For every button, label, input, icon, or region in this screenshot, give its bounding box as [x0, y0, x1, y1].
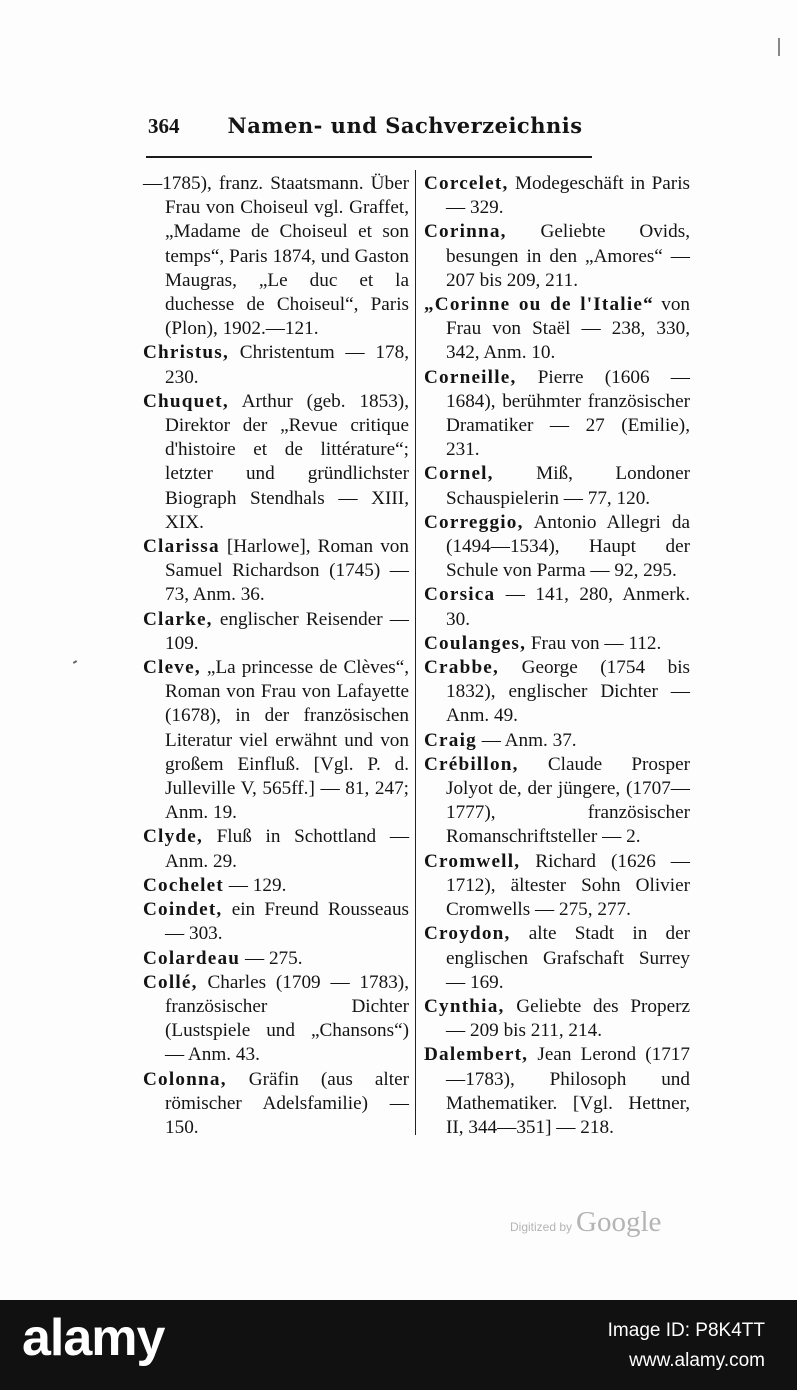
entry-headword: Cochelet: [143, 874, 224, 896]
index-entry: [143, 390, 409, 535]
entry-text: Richard (1626 — 1712), ältester Sohn Olivier Cromwells — 275, 277.: [446, 850, 690, 921]
entry-headword: Croydon,: [424, 923, 511, 945]
index-column-left: [143, 172, 409, 1140]
alamy-logo: alamy: [22, 1309, 165, 1367]
entry-headword: Cromwell,: [424, 850, 521, 872]
index-entry: [424, 632, 690, 656]
banner-url: www.alamy.com: [629, 1350, 765, 1371]
google-logo: Google: [576, 1206, 662, 1238]
index-entry: [424, 922, 690, 995]
entry-headword: Chuquet,: [143, 390, 229, 412]
entry-text: —1785), franz. Staatsmann. Über Frau von Choiseul vgl. Graffet, „Madame de Choiseul et son temps“, Paris 1874, und Gaston Maugras, „Le duc et la duchesse de Choiseul“, Paris (Plon), 1902.—121.: [143, 173, 409, 340]
entry-text: Geliebte Ovids, besungen in den „Amores“ — 207 bis 209, 211.: [446, 221, 690, 291]
index-entry: [424, 220, 690, 293]
index-entry: [143, 535, 409, 608]
entry-text: alte Stadt in der englischen Grafschaft Surrey — 169.: [446, 923, 691, 993]
index-entry: [143, 947, 409, 971]
stray-ink-mark: [73, 660, 77, 664]
digitized-by-label: Digitized by: [510, 1220, 573, 1234]
index-entry: [424, 293, 690, 366]
entry-text: George (1754 bis 1832), englischer Dichter — Anm. 49.: [446, 657, 690, 727]
entry-text: ein Freund Rousseaus — 303.: [165, 899, 409, 945]
entry-headword: Cornel,: [424, 463, 494, 485]
index-entry: [424, 366, 690, 463]
entry-text: englischer Reisender — 109.: [165, 608, 409, 654]
entry-headword: Clyde,: [143, 826, 203, 848]
entry-text: Miß, Londoner Schauspielerin — 77, 120.: [446, 463, 690, 509]
entry-headword: Coulanges,: [424, 632, 527, 654]
index-entry: [143, 874, 409, 898]
index-entry: [143, 341, 409, 389]
header-rule: [146, 156, 592, 158]
index-entry: [424, 995, 690, 1043]
entry-headword: Correggio,: [424, 511, 524, 533]
index-entry: [143, 971, 409, 1068]
entry-text: — 141, 280, Anmerk. 30.: [446, 584, 690, 630]
entry-headword: Clarke,: [143, 608, 213, 630]
entry-headword: Collé,: [143, 971, 198, 993]
index-entry: [424, 583, 690, 631]
index-entry: [424, 1043, 690, 1140]
entry-headword: „Corinne ou de l'Italie“: [424, 294, 654, 316]
entry-headword: Clarissa: [143, 536, 220, 558]
entry-text: Claude Prosper Jolyot de, der jüngere, (1707—1777), französischer Romanschriftsteller — 2.: [446, 753, 690, 848]
entry-text: Modegeschäft in Paris — 329.: [446, 173, 690, 219]
image-id: Image ID: P8K4TT: [607, 1320, 765, 1341]
index-entry: [424, 656, 690, 729]
index-entry: [424, 172, 690, 220]
page-number: 364: [148, 114, 180, 138]
entry-text: — Anm. 37.: [481, 729, 577, 751]
google-watermark: [510, 1206, 690, 1246]
index-entry: [143, 1068, 409, 1141]
entry-text: — 129.: [228, 874, 287, 896]
entry-text: Antonio Allegri da (1494—1534), Haupt der Schule von Parma — 92, 295.: [446, 511, 690, 582]
index-entry: [424, 850, 690, 923]
entry-text: Fluß in Schottland — Anm. 29.: [165, 826, 410, 872]
entry-headword: Colonna,: [143, 1068, 227, 1090]
column-divider: [415, 170, 416, 1135]
entry-headword: Coindet,: [143, 899, 223, 921]
index-entry: [424, 753, 690, 850]
page-header: [148, 113, 588, 153]
entry-headword: Corneille,: [424, 366, 517, 388]
entry-text: von Frau von Staël — 238, 330, 342, Anm. 10.: [446, 294, 691, 364]
index-entry: [424, 462, 690, 510]
entry-text: Arthur (geb. 1853), Direktor der „Revue critique d'histoire et de littérature“; letzter und gründlichster Biograph Stendhals — XIII, XIX.: [165, 390, 409, 533]
entry-text: — 275.: [244, 947, 303, 969]
entry-text: Jean Lerond (1717—1783), Philosoph und Mathematiker. [Vgl. Hettner, II, 344—351] — 218.: [446, 1044, 690, 1138]
index-column-right: [424, 172, 690, 1140]
index-entry: [143, 608, 409, 656]
index-entry: [424, 729, 690, 753]
entry-text: „La princesse de Clèves“, Roman von Frau von Lafayette (1678), in der französischen Literatur viel erwähnt und von großem Einfluß. [Vgl. P. d. Julleville V, 565ff.] — 81, 247; Anm. 19.: [165, 657, 410, 824]
entry-headword: Cynthia,: [424, 995, 505, 1017]
entry-headword: Corinna,: [424, 221, 507, 243]
index-entry: [424, 511, 690, 584]
entry-text: Gräfin (aus alter römischer Adelsfamilie) — 150.: [165, 1068, 409, 1138]
running-head: Namen- und Sachverzeichnis: [227, 113, 583, 138]
entry-text: Geliebte des Properz — 209 bis 211, 214.: [446, 995, 690, 1042]
entry-headword: Colardeau: [143, 947, 241, 969]
entry-headword: Christus,: [143, 342, 229, 364]
entry-headword: Cleve,: [143, 657, 201, 679]
entry-headword: Crabbe,: [424, 657, 500, 679]
scan-edge-mark: [778, 38, 780, 56]
entry-text: Charles (1709 — 1783), französischer Dichter (Lustspiele und „Chansons“) — Anm. 43.: [165, 971, 409, 1066]
index-entry: [143, 898, 409, 946]
entry-headword: Dalembert,: [424, 1044, 529, 1066]
entry-headword: Corsica: [424, 584, 496, 606]
entry-text: Pierre (1606 — 1684), berühmter französischer Dramatiker — 27 (Emilie), 231.: [446, 366, 690, 461]
entry-headword: Corcelet,: [424, 173, 509, 194]
entry-text: Christentum — 178, 230.: [165, 342, 409, 388]
index-entry: [143, 825, 409, 873]
entry-text: [Harlowe], Roman von Samuel Richardson (1745) — 73, Anm. 36.: [165, 536, 409, 606]
index-entry: [143, 172, 409, 341]
entry-headword: Craig: [424, 729, 477, 751]
entry-headword: Crébillon,: [424, 753, 519, 775]
index-entry: [143, 656, 409, 825]
entry-text: Frau von — 112.: [530, 632, 662, 654]
stock-banner: [0, 1300, 797, 1390]
